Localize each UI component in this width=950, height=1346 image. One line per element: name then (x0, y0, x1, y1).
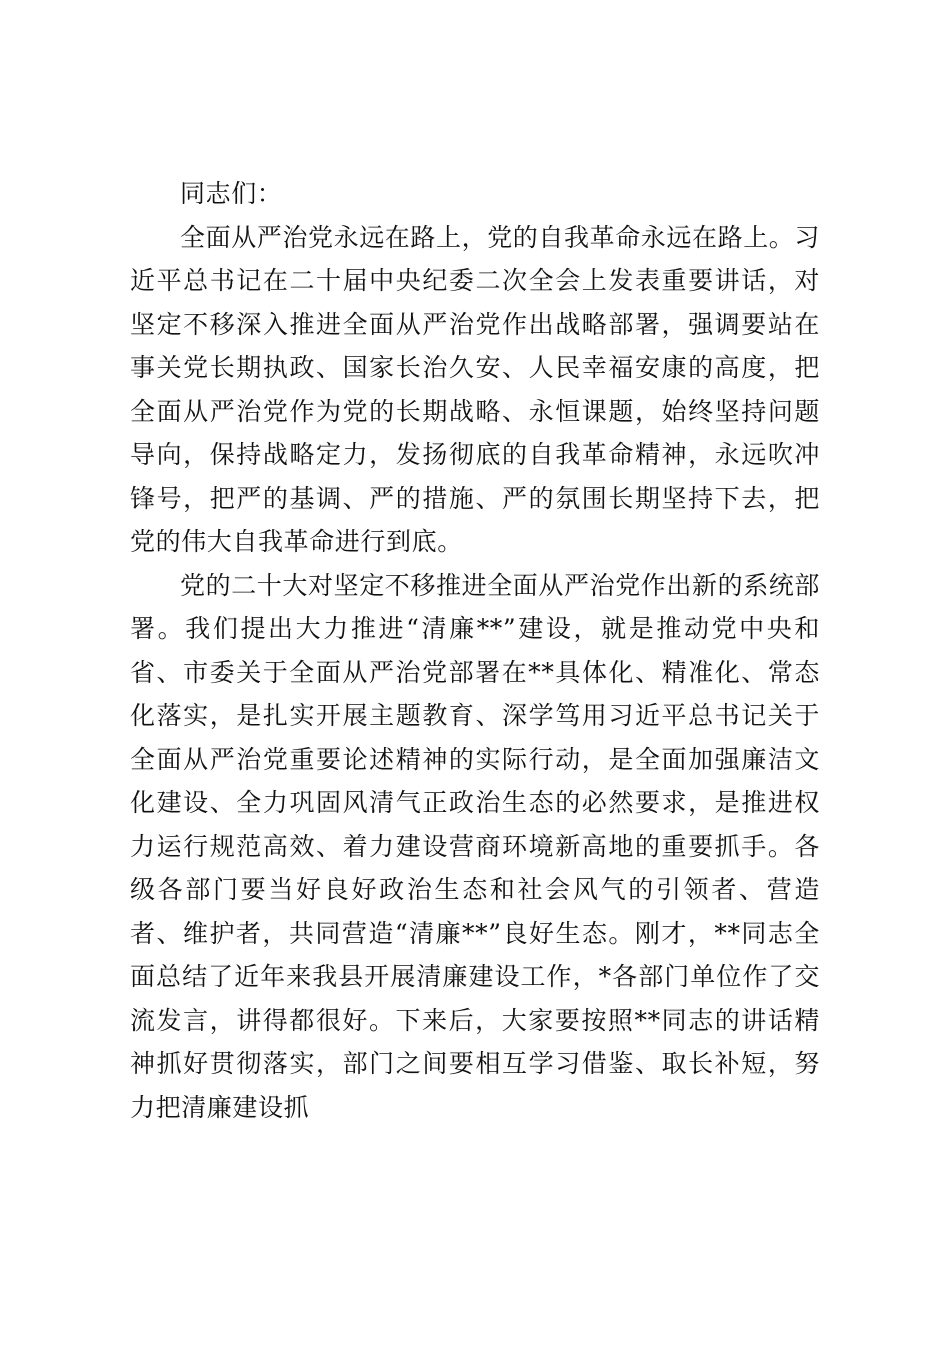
paragraph-1: 全面从严治党永远在路上，党的自我革命永远在路上。习近平总书记在二十届中央纪委二次全会上发表重要讲话，对坚定不移深入推进全面从严治党作出战略部署，强调要站在事关党长期执政、国家长治久安、人民幸福安康的高度，把全面从严治党作为党的长期战略、永恒课题，始终坚持问题导向，保持战略定力，发扬彻底的自我革命精神，永远吹冲锋号，把严的基调、严的措施、严的氛围长期坚持下去，把党的伟大自我革命进行到底。 (130, 222, 821, 556)
salutation: 同志们： (180, 179, 283, 208)
document-body (130, 172, 820, 1129)
paragraph-2: 党的二十大对坚定不移推进全面从严治党作出新的系统部署。我们提出大力推进“清廉**”建设，就是推动党中央和省、市委关于全面从严治党部署在**具体化、精准化、常态化落实，是扎实开展主题教育、深学笃用习近平总书记关于全面从严治党重要论述精神的实际行动，是全面加强廉洁文化建设、全力巩固风清气正政治生态的必然要求，是推进权力运行规范高效、着力建设营商环境新高地的重要抓手。各级各部门要当好良好政治生态和社会风气的引领者、营造者、维护者，共同营造“清廉**”良好生态。刚才，**同志全面总结了近年来我县开展清廉建设工作，*各部门单位作了交流发言，讲得都很好。下来后，大家要按照**同志的讲话精神抓好贯彻落实，部门之间要相互学习借鉴、取长补短，努力把清廉建设抓 (130, 570, 821, 1122)
